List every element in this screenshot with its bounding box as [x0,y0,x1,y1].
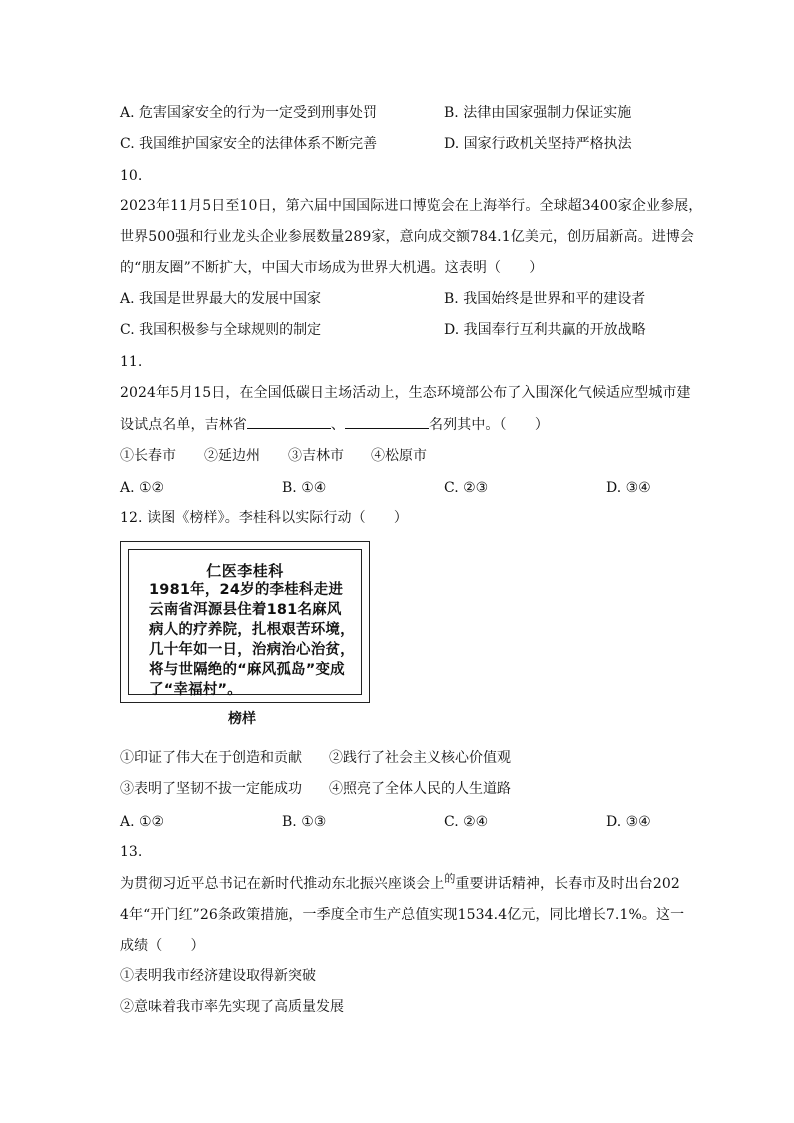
q12-figure-line-4: 几十年如一日，治病治心治贫， [149,642,355,658]
q10-stem-line-2: 世界500强和行业龙头企业参展数量289家，意向成交额784.1亿美元，创历届新高。进博会 [120,229,695,245]
q13-stem-line-1 [120,874,680,895]
q12-figure-inner-frame [128,549,362,698]
q11-stem-line-2 [120,414,549,435]
q12-item-4: ④照亮了全体人民的人生道路 [329,781,511,797]
q12-figure-line-5: 将与世隔绝的“麻风孤岛”变成 [149,662,345,678]
q10-option-c: C. 我国积极参与全球规则的制定 [120,322,322,338]
q12-item-2: ②践行了社会主义核心价值观 [329,750,511,766]
q10-stem-line-3: 的“朋友圈”不断扩大，中国大市场成为世界大机遇。这表明（ ） [120,260,544,276]
q11-blank-1[interactable] [247,414,331,429]
q12-option-d: D. ③④ [606,814,651,830]
q13-stem-superscript: 的 [444,872,456,885]
q12-figure-title: 仁医李桂科 [206,562,284,580]
q10-number: 10. [120,168,143,184]
q11-stem-part-b: 名列其中。（ ） [429,417,549,433]
q11-number: 11. [120,354,143,370]
q11-item-1: ①长春市 [120,448,176,464]
q12-figure-frame [120,541,370,703]
q12-figure-line-1: 1981年，24岁的李桂科走进 [149,582,344,598]
q11-option-c: C. ②③ [444,480,489,496]
q11-option-d: D. ③④ [606,480,651,496]
q13-item-1: ①表明我市经济建设取得新突破 [120,968,316,984]
q12-item-1: ①印证了伟大在于创造和贡献 [120,750,302,766]
q11-stem-separator: 、 [330,417,346,433]
q12-item-3: ③表明了坚韧不拔一定能成功 [120,781,302,797]
q13-stem-line-3: 成绩（ ） [120,938,205,954]
q10-option-a: A. 我国是世界最大的发展中国家 [120,291,322,307]
q11-option-a: A. ①② [120,480,165,496]
q13-stem-part-b: 重要讲话精神，长春市及时出台202 [455,876,680,892]
q10-option-b: B. 我国始终是世界和平的建设者 [444,291,646,307]
q12-figure-line-3: 病人的疗养院，扎根艰苦环境， [149,622,355,638]
q10-option-d: D. 我国奉行互利共赢的开放战略 [444,322,646,338]
q9-option-c: C. 我国维护国家安全的法律体系不断完善 [120,136,378,152]
q12-figure-line-2: 云南省洱源县住着181名麻风 [149,602,342,618]
q13-number: 13. [120,844,143,860]
q9-option-d: D. 国家行政机关坚持严格执法 [444,136,632,152]
q11-stem-part-a: 设试点名单，吉林省 [120,417,247,433]
q12-option-a: A. ①② [120,814,165,830]
q12-figure-line-6: 了“幸福村”。 [149,682,242,698]
q12-stem: 12. 读图《榜样》。李桂科以实际行动（ ） [120,510,409,526]
q10-stem-line-1: 2023年11月5日至10日，第六届中国国际进口博览会在上海举行。全球超3400家企业参展， [120,198,703,214]
q12-option-b: B. ①③ [282,814,327,830]
q11-item-3: ③吉林市 [288,448,344,464]
q11-item-4: ④松原市 [371,448,427,464]
q12-figure-caption: 榜样 [228,711,256,727]
q11-blank-2[interactable] [345,414,429,429]
q13-stem-line-2: 4年“开门红”26条政策措施，一季度全市生产总值实现1534.4亿元，同比增长7.1%。这一 [120,907,685,923]
q11-item-2: ②延边州 [204,448,260,464]
q12-figure-body [149,580,361,700]
q9-option-b: B. 法律由国家强制力保证实施 [444,105,632,121]
q13-item-2: ②意味着我市率先实现了高质量发展 [120,999,344,1015]
q13-stem-part-a: 为贯彻习近平总书记在新时代推动东北振兴座谈会上 [120,876,445,892]
q9-option-a: A. 危害国家安全的行为一定受到刑事处罚 [120,105,378,121]
q11-stem-line-1: 2024年5月15日，在全国低碳日主场活动上，生态环境部公布了入围深化气候适应型城市建 [120,385,691,401]
q11-option-b: B. ①④ [282,480,327,496]
q12-option-c: C. ②④ [444,814,489,830]
